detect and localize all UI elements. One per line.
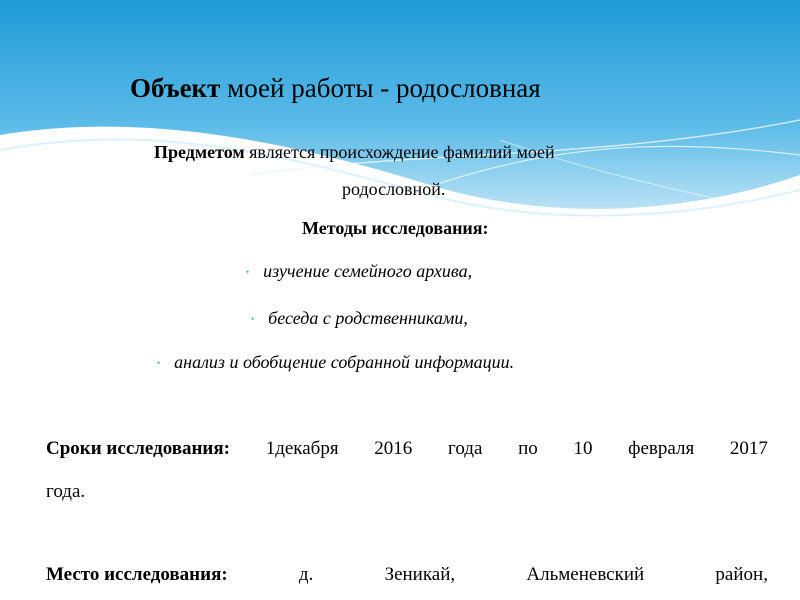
dates-word: по	[518, 438, 538, 459]
method-item-1	[246, 261, 472, 282]
method-item-2	[251, 308, 468, 329]
methods-heading: Методы исследования:	[302, 218, 489, 238]
place-word: Альменевский	[526, 564, 645, 585]
separator-dot: .	[431, 126, 434, 137]
place-label: Место исследования:	[46, 564, 228, 585]
place-word: район,	[715, 564, 768, 585]
dates-word: года	[448, 438, 483, 459]
method-text-3: анализ и обобщение собранной информации.	[174, 352, 515, 372]
slide-title-rest: моей работы - родословная	[220, 73, 541, 103]
dates-word: 10	[573, 438, 593, 459]
bullet-icon: •	[251, 313, 255, 324]
dates-word: 1декабря	[265, 438, 339, 459]
research-dates	[46, 427, 768, 513]
dates-word: февраля	[628, 438, 695, 459]
subject-line-2: родословной.	[342, 179, 446, 199]
subject-bold: Предметом	[154, 142, 245, 162]
place-word: д.	[298, 564, 314, 585]
method-text-2: беседа с родственниками,	[268, 308, 468, 328]
place-word: Зеникай,	[384, 564, 456, 585]
research-dates-line-2: года.	[46, 481, 86, 502]
research-place-line-1	[46, 553, 768, 596]
bullet-icon: •	[246, 266, 250, 277]
dates-word: 2016	[374, 438, 413, 459]
method-text-1: изучение семейного архива,	[263, 261, 473, 281]
research-dates-line-1	[46, 427, 768, 470]
bullet-icon: •	[157, 357, 161, 368]
dates-word: 2017	[729, 438, 768, 459]
slide-title	[130, 70, 541, 106]
research-place	[46, 553, 768, 596]
dates-label: Сроки исследования:	[46, 438, 230, 459]
subject-line1-rest: является происхождение фамилий моей	[244, 142, 555, 162]
slide-title-bold: Объект	[130, 73, 221, 103]
subject-line-1	[154, 140, 555, 164]
method-item-3	[157, 352, 514, 373]
